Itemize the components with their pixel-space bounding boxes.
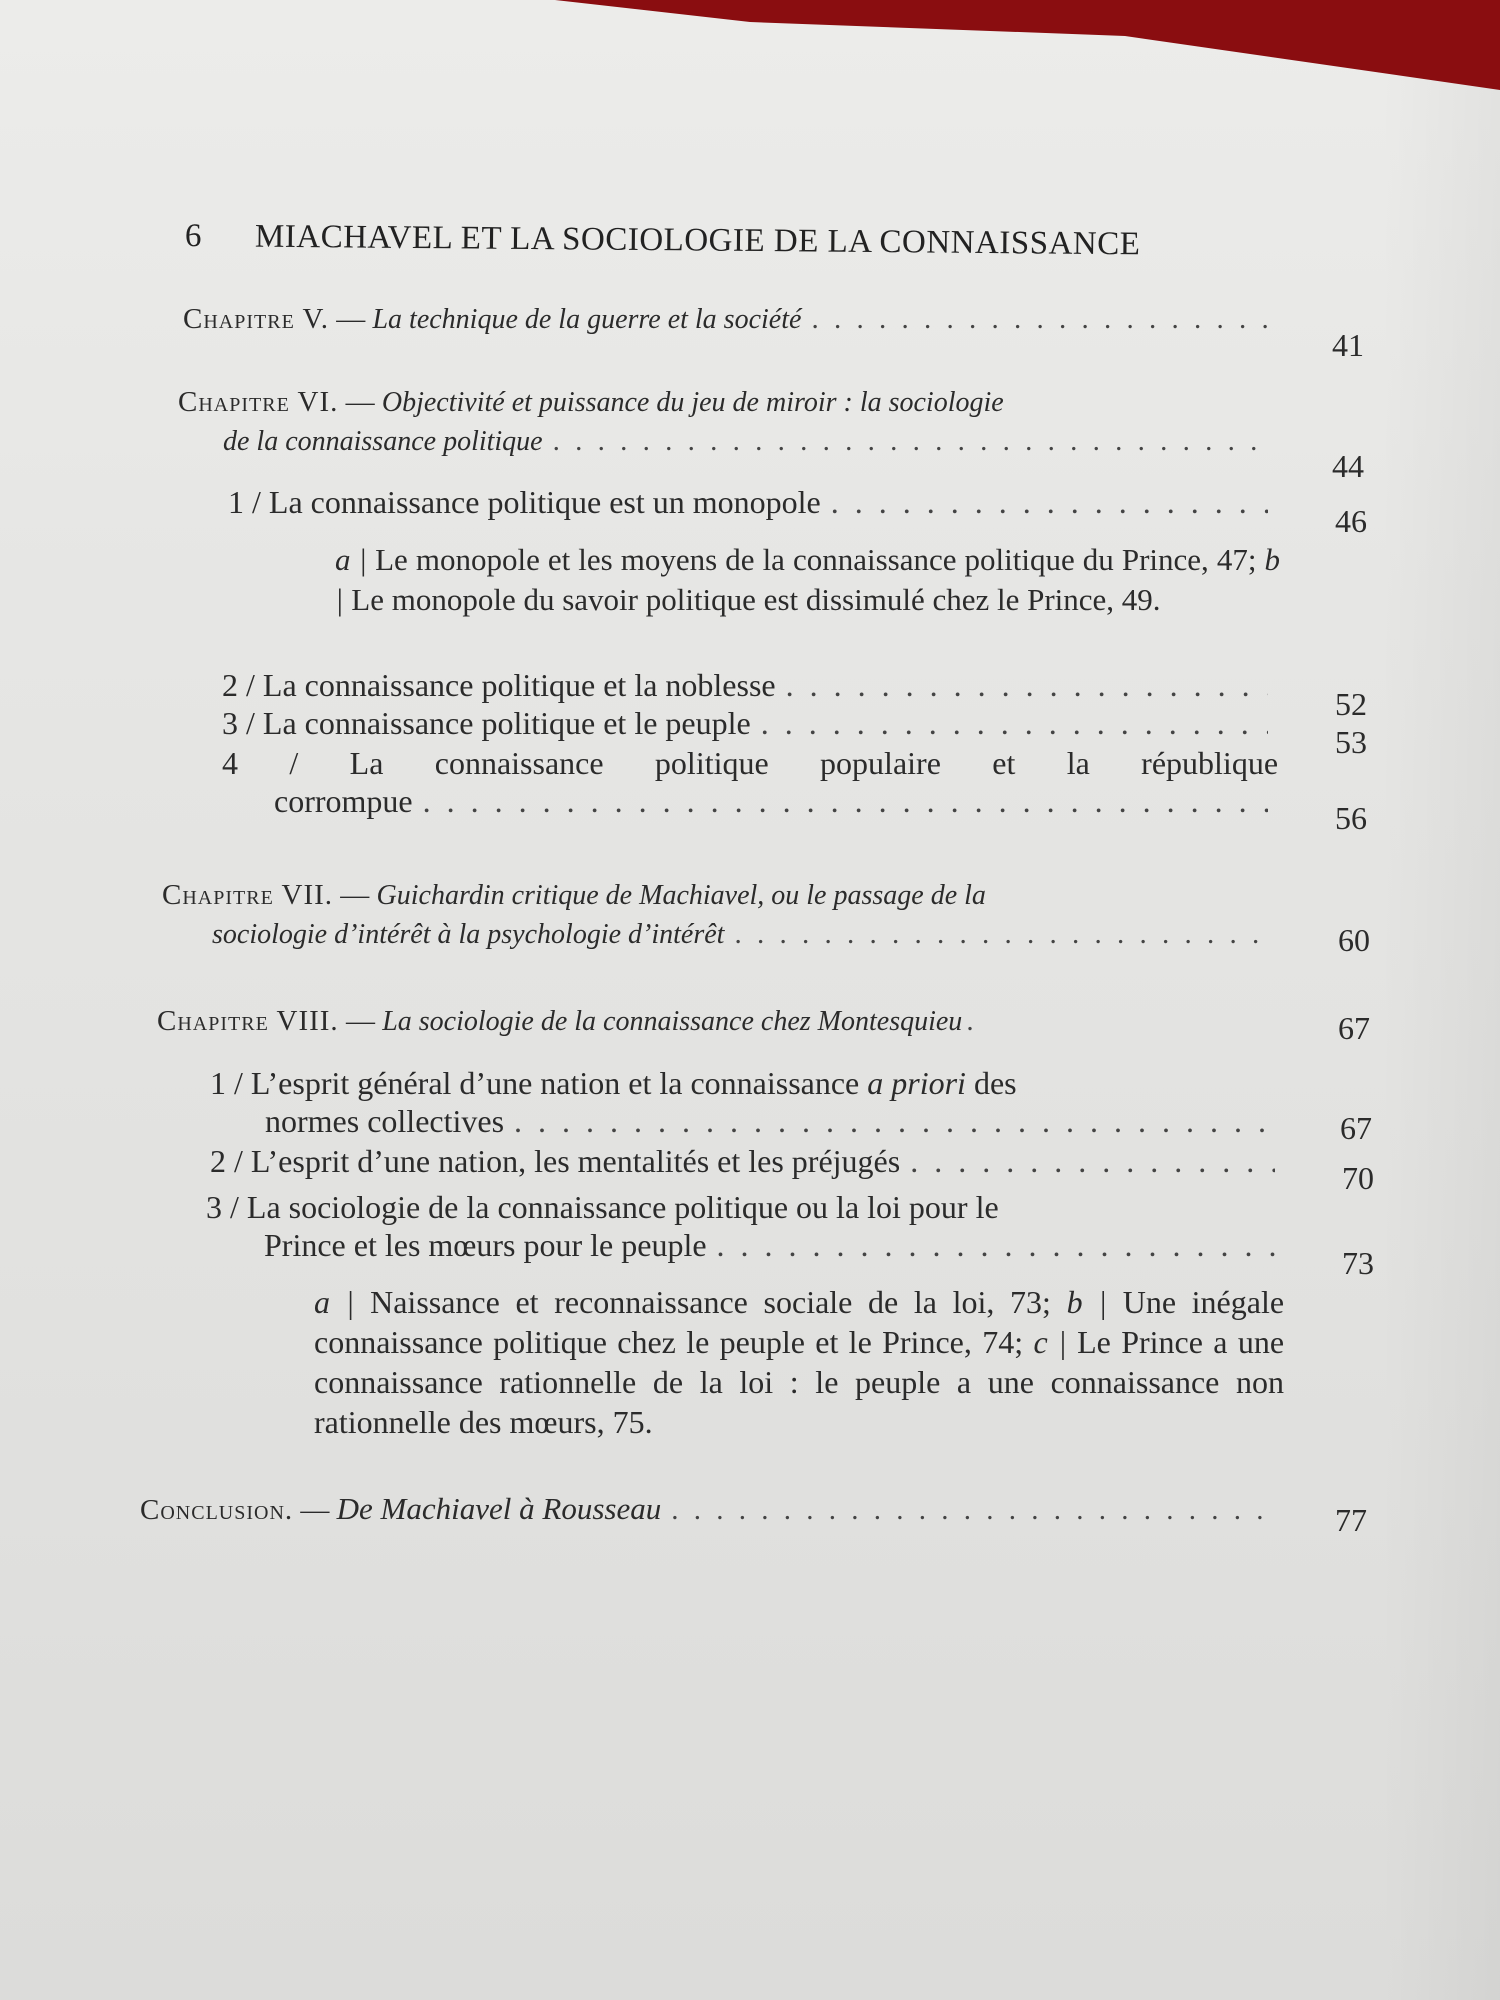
section-number: 1 /	[228, 484, 261, 520]
section-subnotes	[314, 1282, 1284, 1442]
chapter-title: La sociologie de la connaissance chez Montesquieu	[382, 1006, 963, 1037]
toc-section	[222, 744, 1278, 820]
subnote-text: Le monopole et les moyens de la connaissance politique du Prince, 47;	[375, 542, 1257, 577]
chapter-title-line-2: de la connaissance politique	[223, 426, 543, 457]
chapter-title-line-1: Guichardin critique de Machiavel, ou le passage de la	[376, 880, 986, 911]
subnote-text: Le monopole du savoir politique est dissimulé chez le Prince, 49.	[351, 582, 1161, 617]
leader-dots	[831, 483, 1268, 521]
section-title-line-2: corrompue	[274, 783, 413, 819]
section-number: 4 /	[222, 745, 299, 781]
subnote-text: Une inégale connaissance politique chez le peuple et le Prince, 74;	[314, 1284, 1285, 1360]
running-title: MIACHAVEL ET LA SOCIOLOGIE DE LA CONNAISSANCE	[254, 218, 1141, 263]
leader-dots	[910, 1142, 1275, 1180]
leader-dots	[671, 1491, 1280, 1529]
toc-entry-chapter-6	[178, 383, 1278, 461]
section-number: 3 /	[222, 705, 255, 741]
leader-dots	[734, 915, 1272, 953]
leader-dots	[514, 1102, 1275, 1140]
section-title: La connaissance politique et le peuple	[262, 705, 751, 741]
chapter-title-line-1: Objectivité et puissance du jeu de miroir : la sociologie	[381, 387, 1004, 418]
conclusion-title: De Machiavel à Rousseau	[336, 1491, 662, 1526]
section-title-italic: a priori	[867, 1065, 966, 1101]
dash: —	[345, 386, 375, 418]
page-ref: 73	[1342, 1245, 1374, 1281]
page-ref: 46	[1335, 503, 1367, 539]
dash: —	[345, 1005, 375, 1037]
section-title-line-1: La sociologie de la connaissance politique ou la loi pour le	[246, 1189, 999, 1225]
page-number: 6	[184, 218, 203, 255]
subnote-text: Le Prince a une connaissance rationnelle de la loi : le peuple a une connaissance non rationnelle des mœurs, 75.	[314, 1324, 1285, 1440]
section-title-line-1: L’esprit général d’une nation et la connaissance	[250, 1065, 860, 1101]
chapter-label: Chapitre VIII.	[157, 1005, 339, 1037]
section-title: La connaissance politique et la noblesse	[262, 667, 776, 703]
section-subnotes	[335, 540, 1280, 620]
page-ref: 67	[1338, 1010, 1370, 1046]
subnote-mark: a |	[335, 542, 368, 577]
chapter-title-line-2: sociologie d’intérêt à la psychologie d’intérêt	[212, 919, 725, 950]
leader-dots	[966, 1002, 990, 1040]
toc-section	[228, 483, 1278, 521]
section-title-end: des	[973, 1065, 1017, 1101]
section-title-line-1: La connaissance politique populaire et la république	[349, 745, 1279, 781]
section-number: 2 /	[222, 667, 255, 703]
toc-section	[210, 1142, 1285, 1180]
toc-entry-chapter-5	[183, 300, 1278, 339]
subnote-mark: b |	[1066, 1284, 1108, 1320]
subnote-text: Naissance et reconnaissance sociale de la loi, 73;	[370, 1284, 1051, 1320]
leader-dots	[553, 422, 1268, 460]
page-ref: 52	[1335, 686, 1367, 722]
section-title-line-2: normes collectives	[265, 1103, 505, 1139]
subnote-mark: a |	[314, 1284, 355, 1320]
dash: —	[340, 879, 370, 911]
section-title: L’esprit d’une nation, les mentalités et les préjugés	[250, 1143, 901, 1179]
subnote-mark: b |	[335, 542, 1280, 617]
leader-dots	[717, 1226, 1276, 1264]
page-ref: 44	[1332, 448, 1364, 484]
section-title: La connaissance politique est un monopole	[268, 484, 821, 520]
page-ref: 60	[1338, 922, 1370, 958]
dash: —	[300, 1494, 330, 1526]
leader-dots	[423, 782, 1268, 820]
conclusion-label: Conclusion.	[140, 1494, 294, 1526]
toc-section	[206, 1188, 1286, 1264]
toc-section	[222, 666, 1278, 704]
toc-entry-conclusion	[140, 1490, 1290, 1529]
page-ref: 41	[1332, 327, 1364, 363]
subnote-mark: c |	[1033, 1324, 1067, 1360]
page-ref: 70	[1342, 1160, 1374, 1196]
chapter-label: Chapitre VI.	[178, 386, 339, 418]
page-ref: 77	[1335, 1502, 1367, 1538]
dash: —	[336, 303, 366, 335]
chapter-label: Chapitre V.	[183, 303, 329, 335]
leader-dots	[761, 704, 1268, 742]
leader-dots	[811, 300, 1268, 338]
section-number: 2 /	[210, 1143, 243, 1179]
chapter-label: Chapitre VII.	[162, 879, 334, 911]
toc-section	[222, 704, 1278, 742]
toc-entry-chapter-8	[157, 1002, 1287, 1041]
leader-dots	[786, 666, 1268, 704]
page-ref: 56	[1335, 800, 1367, 836]
chapter-title: La technique de la guerre et la société	[372, 304, 802, 335]
section-number: 3 /	[206, 1189, 239, 1225]
toc-entry-chapter-7	[162, 876, 1282, 954]
toc-section	[210, 1064, 1285, 1140]
page-ref: 53	[1335, 724, 1367, 760]
section-title-line-2: Prince et les mœurs pour le peuple	[264, 1227, 707, 1263]
section-number: 1 /	[210, 1065, 243, 1101]
page-ref: 67	[1340, 1110, 1372, 1146]
